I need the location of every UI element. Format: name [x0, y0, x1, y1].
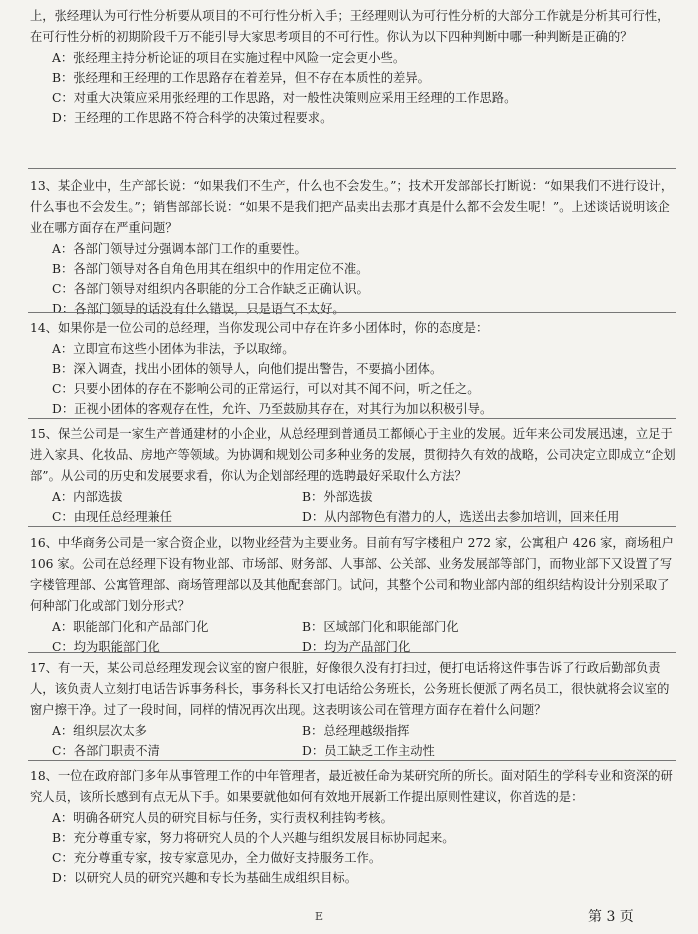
question-18-option-c: C：充分尊重专家，按专家意见办，全力做好支持服务工作。 [52, 851, 382, 865]
question-16-option-b: B：区域部门化和职能部门化 [302, 620, 459, 634]
footer-mark: E [315, 910, 324, 923]
question-12 [30, 6, 676, 128]
question-15-option-c: C：由现任总经理兼任 [52, 510, 173, 524]
divider [28, 168, 676, 169]
question-15-option-a: A：内部选拔 [52, 490, 123, 504]
question-14-option-c: C：只要小团体的存在不影响公司的正常运行，可以对其不闻不问，听之任之。 [52, 382, 480, 396]
question-12-text: 上，张经理认为可行性分析要从项目的不可行性分析入手；王经理则认为可行性分析的大部分工作就是分析其可行性，在可行性分析的初期阶段千万不能引导大家思考项目的不可行性。你认为以下四种判断中哪一种判断是正确的？ [30, 9, 670, 44]
question-16-option-c: C：均为职能部门化 [52, 640, 160, 654]
question-14 [30, 318, 676, 419]
question-12-option-d: D：王经理的工作思路不符合科学的决策过程要求。 [52, 111, 333, 125]
question-13-option-c: C：各部门领导对组织内各职能的分工合作缺乏正确认识。 [52, 282, 369, 296]
question-17-text: 17、有一天，某公司总经理发现会议室的窗户很脏，好像很久没有打扫过，便打电话将这件事告诉了行政后勤部负责人，该负责人立刻打电话告诉事务科长，事务科长又打电话给公务班长，公务班长便派了两名员工，很快就将会议室的窗户擦干净。过了一段时间，同样的情况再次出现。这表明该公司在管理方面存在着什么问题？ [30, 661, 670, 717]
question-14-option-b: B：深入调查，找出小团体的领导人，向他们提出警告，不要搞小团体。 [52, 362, 443, 376]
divider [28, 526, 676, 527]
question-13-text: 13、某企业中，生产部长说：“如果我们不生产，什么也不会发生。”；技术开发部部长打断说：“如果我们不进行设计，什么事也不会发生。”；销售部部长说：“如果不是我们把产品卖出去那才真是什么都不会发生呢！”。上述谈话说明该企业在哪方面存在严重问题？ [30, 179, 674, 235]
question-17 [30, 658, 676, 761]
question-16-text: 16、中华商务公司是一家合资企业，以物业经营为主要业务。目前有写字楼租户 272 家，公寓租户 426 家，商场租户 106 家。公司在总经理下设有物业部、市场部、财务部、人事部、公关部、业务发展部等部门，而物业部下又设置了写字楼管理部、公寓管理部、商场管理部以及其他配套部门。试问，其整个公司和物业部内部的组织结构设计分别采取了何种部门化或部门划分形式？ [30, 536, 674, 613]
question-16-option-d: D：均为产品部门化 [302, 640, 411, 654]
question-13-option-a: A：各部门领导过分强调本部门工作的重要性。 [52, 242, 307, 256]
question-18-option-b: B：充分尊重专家，努力将研究人员的个人兴趣与组织发展目标协同起来。 [52, 831, 455, 845]
question-16 [30, 533, 676, 657]
question-17-option-a: A：组织层次太多 [52, 724, 147, 738]
question-12-option-c: C：对重大决策应采用张经理的工作思路，对一般性决策则应采用王经理的工作思路。 [52, 91, 517, 105]
question-13-option-b: B：各部门领导对各自角色用其在组织中的作用定位不准。 [52, 262, 369, 276]
question-14-option-a: A：立即宣布这些小团体为非法，予以取缔。 [52, 342, 295, 356]
question-18 [30, 766, 676, 888]
question-18-option-a: A：明确各研究人员的研究目标与任务，实行责权利挂钩考核。 [52, 811, 393, 825]
divider [28, 652, 676, 653]
divider [28, 760, 676, 761]
question-17-option-b: B：总经理越级指挥 [302, 724, 410, 738]
question-13-option-d: D：各部门领导的话没有什么错误，只是语气不太好。 [52, 302, 345, 316]
page-number: 第 3 页 [588, 909, 634, 925]
question-17-options [30, 721, 676, 761]
question-16-option-a: A：职能部门化和产品部门化 [52, 620, 209, 634]
question-12-option-b: B：张经理和王经理的工作思路存在着差异，但不存在本质性的差异。 [52, 71, 430, 85]
question-15 [30, 424, 676, 527]
question-15-text: 15、保兰公司是一家生产普通建材的小企业，从总经理到普通员工都倾心于主业的发展。近年来公司发展迅速，立足于进入家具、化妆品、房地产等领域。为协调和规划公司多种业务的发展，贯彻持久有效的战略，公司决定立即成立“企划部”。从公司的历史和发展要求看，你认为企划部经理的选聘最好采取什么方法？ [30, 427, 676, 483]
question-18-text: 18、一位在政府部门多年从事管理工作的中年管理者，最近被任命为某研究所的所长。面对陌生的学科专业和资深的研究人员，该所长感到有点无从下手。如果要就他如何有效地开展新工作提出原则性建议，你首选的是： [30, 769, 673, 804]
question-15-option-d: D：从内部物色有潜力的人，选送出去参加培训，回来任用 [302, 510, 620, 524]
question-15-options [30, 487, 676, 527]
question-14-option-d: D：正视小团体的客观存在性，允许、乃至鼓励其存在，对其行为加以积极引导。 [52, 402, 493, 416]
question-17-option-c: C：各部门职责不清 [52, 744, 160, 758]
question-18-option-d: D：以研究人员的研究兴趣和专长为基础生成组织目标。 [52, 871, 357, 885]
divider [28, 418, 676, 419]
question-16-options [30, 617, 676, 657]
question-17-option-d: D：员工缺乏工作主动性 [302, 744, 435, 758]
question-15-option-b: B：外部选拔 [302, 490, 373, 504]
question-13 [30, 176, 676, 319]
question-14-text: 14、如果你是一位公司的总经理，当你发现公司中存在许多小团体时，你的态度是： [30, 321, 489, 335]
divider [28, 312, 676, 313]
question-12-option-a: A：张经理主持分析论证的项目在实施过程中风险一定会更小些。 [52, 51, 406, 65]
